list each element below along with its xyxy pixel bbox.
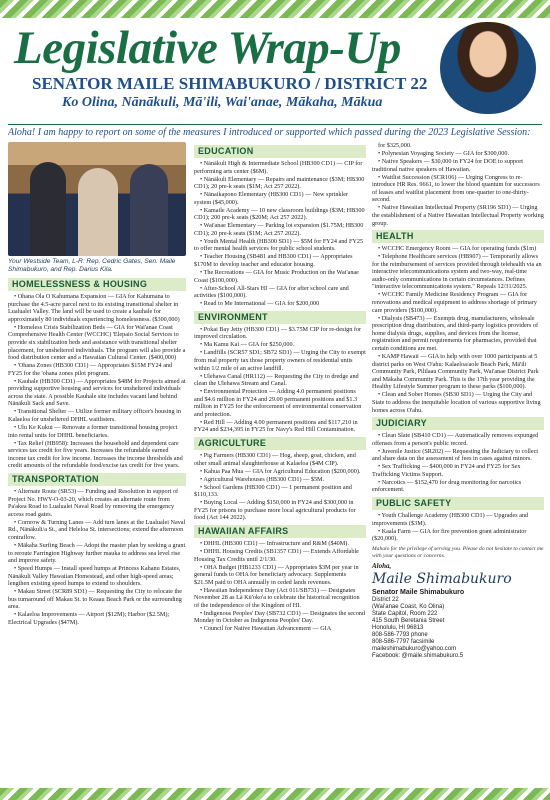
section-item: • Juvenile Justice (SR202) — Requesting the Judiciary to collect and share data on the assessment of fees in cases against minors. xyxy=(372,447,539,463)
col3-lead-items xyxy=(372,142,544,227)
section-item: • The Recreations — GIA for Music Production on the Wai'anae Coast ($100,000). xyxy=(194,269,359,284)
section-item: • Waitlist Succession (SCR106) — Urging Congress to re-introduce HR Res. 9661, to lower the blood quantum for successors of leases and waitlist placement from one-quarter to one-thirty-second. xyxy=(372,173,540,204)
masthead xyxy=(14,22,434,111)
section-item: • Narcotics — $152,470 for drug monitoring for narcotics enforcement. xyxy=(372,478,522,494)
section-item: • Clean and Sober Homes (SB30 SD1) — Urging the City and State to address the inequitable location of various supportive living homes across O'ahu. xyxy=(372,391,541,414)
section-item: • Kamaile Academy — 10 new classroom buildings ($3M; HB300 CD1); 200 pre-k seats ($20M; Act 257 2022). xyxy=(194,206,365,222)
section-item: • Nānaikapono Elementary (HB300 CD1) — New sprinkler system ($45,000). xyxy=(194,191,349,206)
section-item: • OHA Budget (HB1233 CD1) — Appropriates $3M per year in general funds to OHA for beneficiary advocacy. Supplements $21.5M paid to OHA annually in ceded lands revenues. xyxy=(194,563,359,586)
section-item: • Tax Relief (HB958): Increases the household and dependent care services tax credit for five years. Increases the refundable earned income tax credit for low income. Increases the income thresholds and credit amounts of the refundable food/excise tax credit for five years. xyxy=(8,439,183,470)
intro-divider xyxy=(8,124,542,125)
contact-office: State Capitol, Room 222 xyxy=(372,611,438,618)
section-item: • Pig Farmers (HB300 CD1) — Hog, sheep, goat, chicken, and other small animal slaughterhouse at Kalaeloa ($4M CIP). xyxy=(194,452,356,467)
contact-street: 415 South Beretania Street xyxy=(372,618,445,625)
section-item: • Makau Street (SCR89 SD1) — Requesting the City to relocate the bus turnaround off Makau St. to Keaau Beach Park or the surrounding area. xyxy=(8,588,182,611)
section-item: • Kaala Farm — GIA for fire prevention grant administrator ($20,000). xyxy=(372,527,527,543)
section-item: • Ma Kamu Kai — GIA for $250,000. xyxy=(200,341,295,349)
photo-person-center xyxy=(78,168,118,256)
section-item: • 'Ohana Zones (HB300 CD1) — Appropriates $15M FY24 and FY25 for the 'ohana zones pilot program. xyxy=(8,362,173,377)
closing-aloha: Aloha, xyxy=(372,561,392,570)
top-leaf-border xyxy=(0,0,550,18)
section-item: • Environmental Protection — Adding 4.0 permanent positions and $4.6 million in FY24 and 29.00 permanent positions and $1.3 million in FY25 for the enforcement of environmental conservation and protection. xyxy=(194,388,362,418)
section-item: • Kahua Paa Mua — GIA for Agricultural Education ($200,000). xyxy=(200,467,361,475)
section-item: • Telephone Healthcare services (HB907) — Temporarily allows for the reimbursement of services provided through telehealth via an interactive telecommunications system and two-way, real-time audio-only communications in certain circumstances. Defines "interactive telecommunications system." Repeals 12/31/2025. xyxy=(372,253,542,291)
section-item: • Ulehawa Canal (HR112) — Requesting the City to dredge and clean the Ulehawa Stream and Canal. xyxy=(194,372,359,388)
section-item: • Buying Local — Adding $150,000 in FY24 and $300,000 in FY25 for prisons to purchase more local agricultural products for food (Act 144 2022). xyxy=(194,499,356,522)
section-item: • Nānākuli High & Intermediate School (HB300 CD1) — CIP for performing arts center ($6M). xyxy=(194,160,363,175)
section-item: • Ulu Ke Kukui — Renovate a former transitional housing project into rental units for DHHL beneficiaries. xyxy=(8,424,178,439)
section-item: • Cornrow & Turning Lanes — Add turn lanes at the Lualualei Naval Rd., Nānākuli/a St., and Heleloa St. intersections; extend the afternoon contraflow. xyxy=(8,518,186,541)
section-item: • Transitional Shelter — Utilize former military officer's housing in Kalaeloa for unsheltered DHHL waitlisters. xyxy=(8,408,181,424)
contact-places: (Wai'anae Coast, Ko Olina) xyxy=(372,604,445,611)
section-item: • Native Speakers — $30,000 in FY24 for DOE to support traditional native speakers of Hawaiian. xyxy=(372,157,523,173)
section-item: • Kalaeloa Improvements — Airport ($12M); Harbor ($2.5M); Electrical Upgrades ($47M). xyxy=(8,611,170,627)
photo-person-left xyxy=(30,162,66,256)
handwritten-signature: Maile Shimabukuro xyxy=(372,571,512,588)
newsletter-title: Legislative Wrap-Up xyxy=(14,22,401,74)
section-item: • Polynesian Voyaging Society — GIA for $300,000. xyxy=(378,149,510,157)
senator-subtitle: SENATOR MAILE SHIMABUKURO / DISTRICT 22 xyxy=(32,74,428,93)
section-item: • Mākaha Surfing Beach — Adopt the master plan by seeking a grant to reroute Farrington Highway further mauka to address sea level rise and improve safety. xyxy=(8,541,186,565)
section-item: • Youth Mental Health (HB300 SD1) — $5M for FY24 and FY25 to offer mental health services for public school students. xyxy=(194,237,364,253)
contact-name: Senator Maile Shimabukuro xyxy=(372,589,465,597)
section-heading: JUDICIARY xyxy=(372,417,544,430)
section-item: • Pokai Bay Jetty (HB300 CD1) — $3.75M CIP for re-design for improved circulation. xyxy=(194,325,362,341)
section-heading: HOMELESSNESS & HOUSING xyxy=(8,278,186,291)
bottom-leaf-border xyxy=(0,788,550,800)
contact-facebook-link[interactable]: Facebook: @maile.shimabukuro.5 xyxy=(372,653,464,660)
section-item: • Council for Native Hawaiian Advancement — GIA xyxy=(200,625,332,633)
section-item: • Wai'anae Elementary — Parking lot expansion ($1.75M; HB300 CD1); 20 pre-k seats ($1M; Act 257 2022). xyxy=(194,222,364,237)
section-item: • Native Hawaiian Intellectual Property (SR196 SD1) — Urging the establishment of a Native Hawaiian Intellectual Property working group. xyxy=(372,204,544,227)
section-item: • Indigenous Peoples' Day (SB732 CD1) — Designates the second Monday in October as Indigenous Peoples' Day. xyxy=(194,609,365,625)
section-heading: EDUCATION xyxy=(194,145,366,158)
section-heading: AGRICULTURE xyxy=(194,437,366,450)
section-item: • Clean Slate (SB410 CD1) — Automatically removes expunged offenses from a person's public record. xyxy=(372,432,539,447)
district-places: Ko Olina, Nānākuli, Mā'ili, Wai'anae, Mākaha, Mākua xyxy=(62,95,383,110)
section-item: • After-School All-Stars HI — GIA for after school care and activities ($100,000). xyxy=(194,284,349,300)
contact-email-link[interactable]: maileshimabukuro@yahoo.com xyxy=(372,646,457,653)
section-heading: HEALTH xyxy=(372,230,544,243)
westside-team-photo xyxy=(8,142,186,256)
section-item: • Alternate Route (SR53) — Funding and Resolution in support of Project No. HWY-O-03-20, which creates an alternate route from Pa'akea Road to Lualualei Naval Road by removing the emergency access road gates. xyxy=(8,488,179,518)
section-item: • Nānākuli Elementary — Repairs and maintenance ($3M; HB300 CD1); 20 pre-k seats ($1M; Act 257 2022). xyxy=(194,175,365,191)
section-item: • WCCHC Family Medicine Residency Program — GIA for renovations and medical equipment to address shortage of primary care providers ($100,000). xyxy=(372,291,537,314)
section-item: • WCCHC Emergency Room — GIA for operating funds ($1m) xyxy=(378,245,537,253)
photo-caption: Your Westside Team, L-R: Rep. Cedric Gates, Sen. Maile Shimabukuro, and Rep. Darius Kila. xyxy=(8,258,176,273)
section-item: • Sex Trafficking — $400,000 in FY24 and FY25 for Sex Trafficking Victims Support. xyxy=(372,463,521,478)
section-item: • Landfills (SCR57 SD1; SB72 SD1) — Urging the City to exempt from real property tax those property owners of residential units within 1/2 mile of an active landfill. xyxy=(194,349,366,372)
section-heading: PUBLIC SAFETY xyxy=(372,497,544,510)
section-item: • Homeless Crisis Stabilization Beds — GIA for Wai'anae Coast Comprehensive Health Center (WCCHC) 'Elepaio Social Services to provide six stabilization beds and assistance with transitional shelter placement, for unsheltered individuals. The program will also provide a food distribution center and a Hawaiian Cultural Center. ($400,000) xyxy=(8,323,186,362)
section-item: • Read to Me International — GIA for $200,000 xyxy=(200,300,320,308)
section-item: • Kauhale (HB300 CD1) — Appropriates $48M for Projects aimed at providing supportive housing and services for unsheltered individuals across the state. A possible Kauhale site includes vacant land behind Nānākuli Sack and Save. xyxy=(8,377,186,408)
section-item: • Youth Challenge Academy (HB300 CD1) — Upgrades and improvements ($3M). xyxy=(372,512,529,527)
closing-note: Mahalo for the privilege of serving you. Please do not hesitate to contact me with your questions or concerns. xyxy=(372,545,544,559)
section-item: • KAMP Hawaii — GIA to help with over 1000 participants at 5 district parks on West O'ahu: Kalaeloa/aole Beach Park, Mā'ili Community Park, Pililaau Community Park, Wai'anae District Park and Mākaha Community Park. This is the 17th year providing the Healthy Lifestyle Summer program to these parks ($100,000). xyxy=(372,352,539,391)
col1-sections xyxy=(8,278,186,627)
section-item: • Red Hill — Adding 4.00 permanent positions and $117,210 in FY24 and $234,395 in FY25 for Navy's Red Hill Contamination. xyxy=(194,418,358,434)
section-item: • Dialysis (SB473) — Exempts drug, manufacturers, wholesale prescription drug distributors, and third-party logistics providers of home dialysis drugs, supplies, and devices from the license, registration and permit requirements for pharmacies, provided that certain conditions are met. xyxy=(372,314,539,352)
contact-phone: 808-586-7793 phone xyxy=(372,632,428,639)
column-right xyxy=(372,142,544,660)
senator-portrait xyxy=(440,22,536,114)
contact-fax: 808-586-7797 facsimile xyxy=(372,639,435,646)
col2-sections xyxy=(194,145,366,633)
contact-district: District 22 xyxy=(372,597,399,604)
section-item: • DHHL (HB300 CD1) — Infrastructure and R&M ($40M). xyxy=(200,539,349,547)
section-item: • Speed Humps — Install speed humps at Princess Kahanu Estates, Nānākuli Valley Hawaiian Homestead, and other high-speed areas; lengthen existing speed humps to extend to shoulders. xyxy=(8,565,181,588)
section-item: for $325,000. xyxy=(378,142,412,149)
intro-text: Aloha! I am happy to report on some of the measures I introduced or supported which passed during the 2023 Legislative Session: xyxy=(8,127,531,138)
column-left xyxy=(8,142,186,627)
contact-city: Honolulu, HI 96813 xyxy=(372,625,424,632)
section-item: • Agricultural Warehouses (HB300 CD1) — $5M. xyxy=(200,475,325,483)
section-heading: TRANSPORTATION xyxy=(8,473,186,486)
section-item: • DHHL Housing Credits (SB1357 CD1) — Extends Affordable Housing Tax Credits until 2/1/30. xyxy=(194,547,359,563)
col3-sections xyxy=(372,230,544,543)
section-heading: ENVIRONMENT xyxy=(194,311,366,324)
section-item: • School Gardens (HB300 CD1) — 1 permanent position and $110,133. xyxy=(194,483,352,499)
section-item: • Ohana Ola O Kahumana Expansion — GIA for Kahumana to purchase the 4.5-acre parcel next to its existing transitional shelter in Lualualei Valley. The land will be used to create a kauhale for approximately 80 individuals experiencing homelessness. ($300,000) xyxy=(8,293,180,323)
photo-person-right xyxy=(130,164,168,256)
section-heading: HAWAIIAN AFFAIRS xyxy=(194,525,366,538)
section-item: • Teacher Housing (SB481 and HB300 CD1) — Appropriates $170M to develop teacher and educator housing. xyxy=(194,253,353,269)
column-middle xyxy=(194,142,366,633)
section-item: • Hawaiian Independence Day (Act 011/SB731) — Designates November 28 as Lā Kū'oko'a to celebrate the historical recognition of the independence of the Kingdom of HI. xyxy=(194,586,360,609)
